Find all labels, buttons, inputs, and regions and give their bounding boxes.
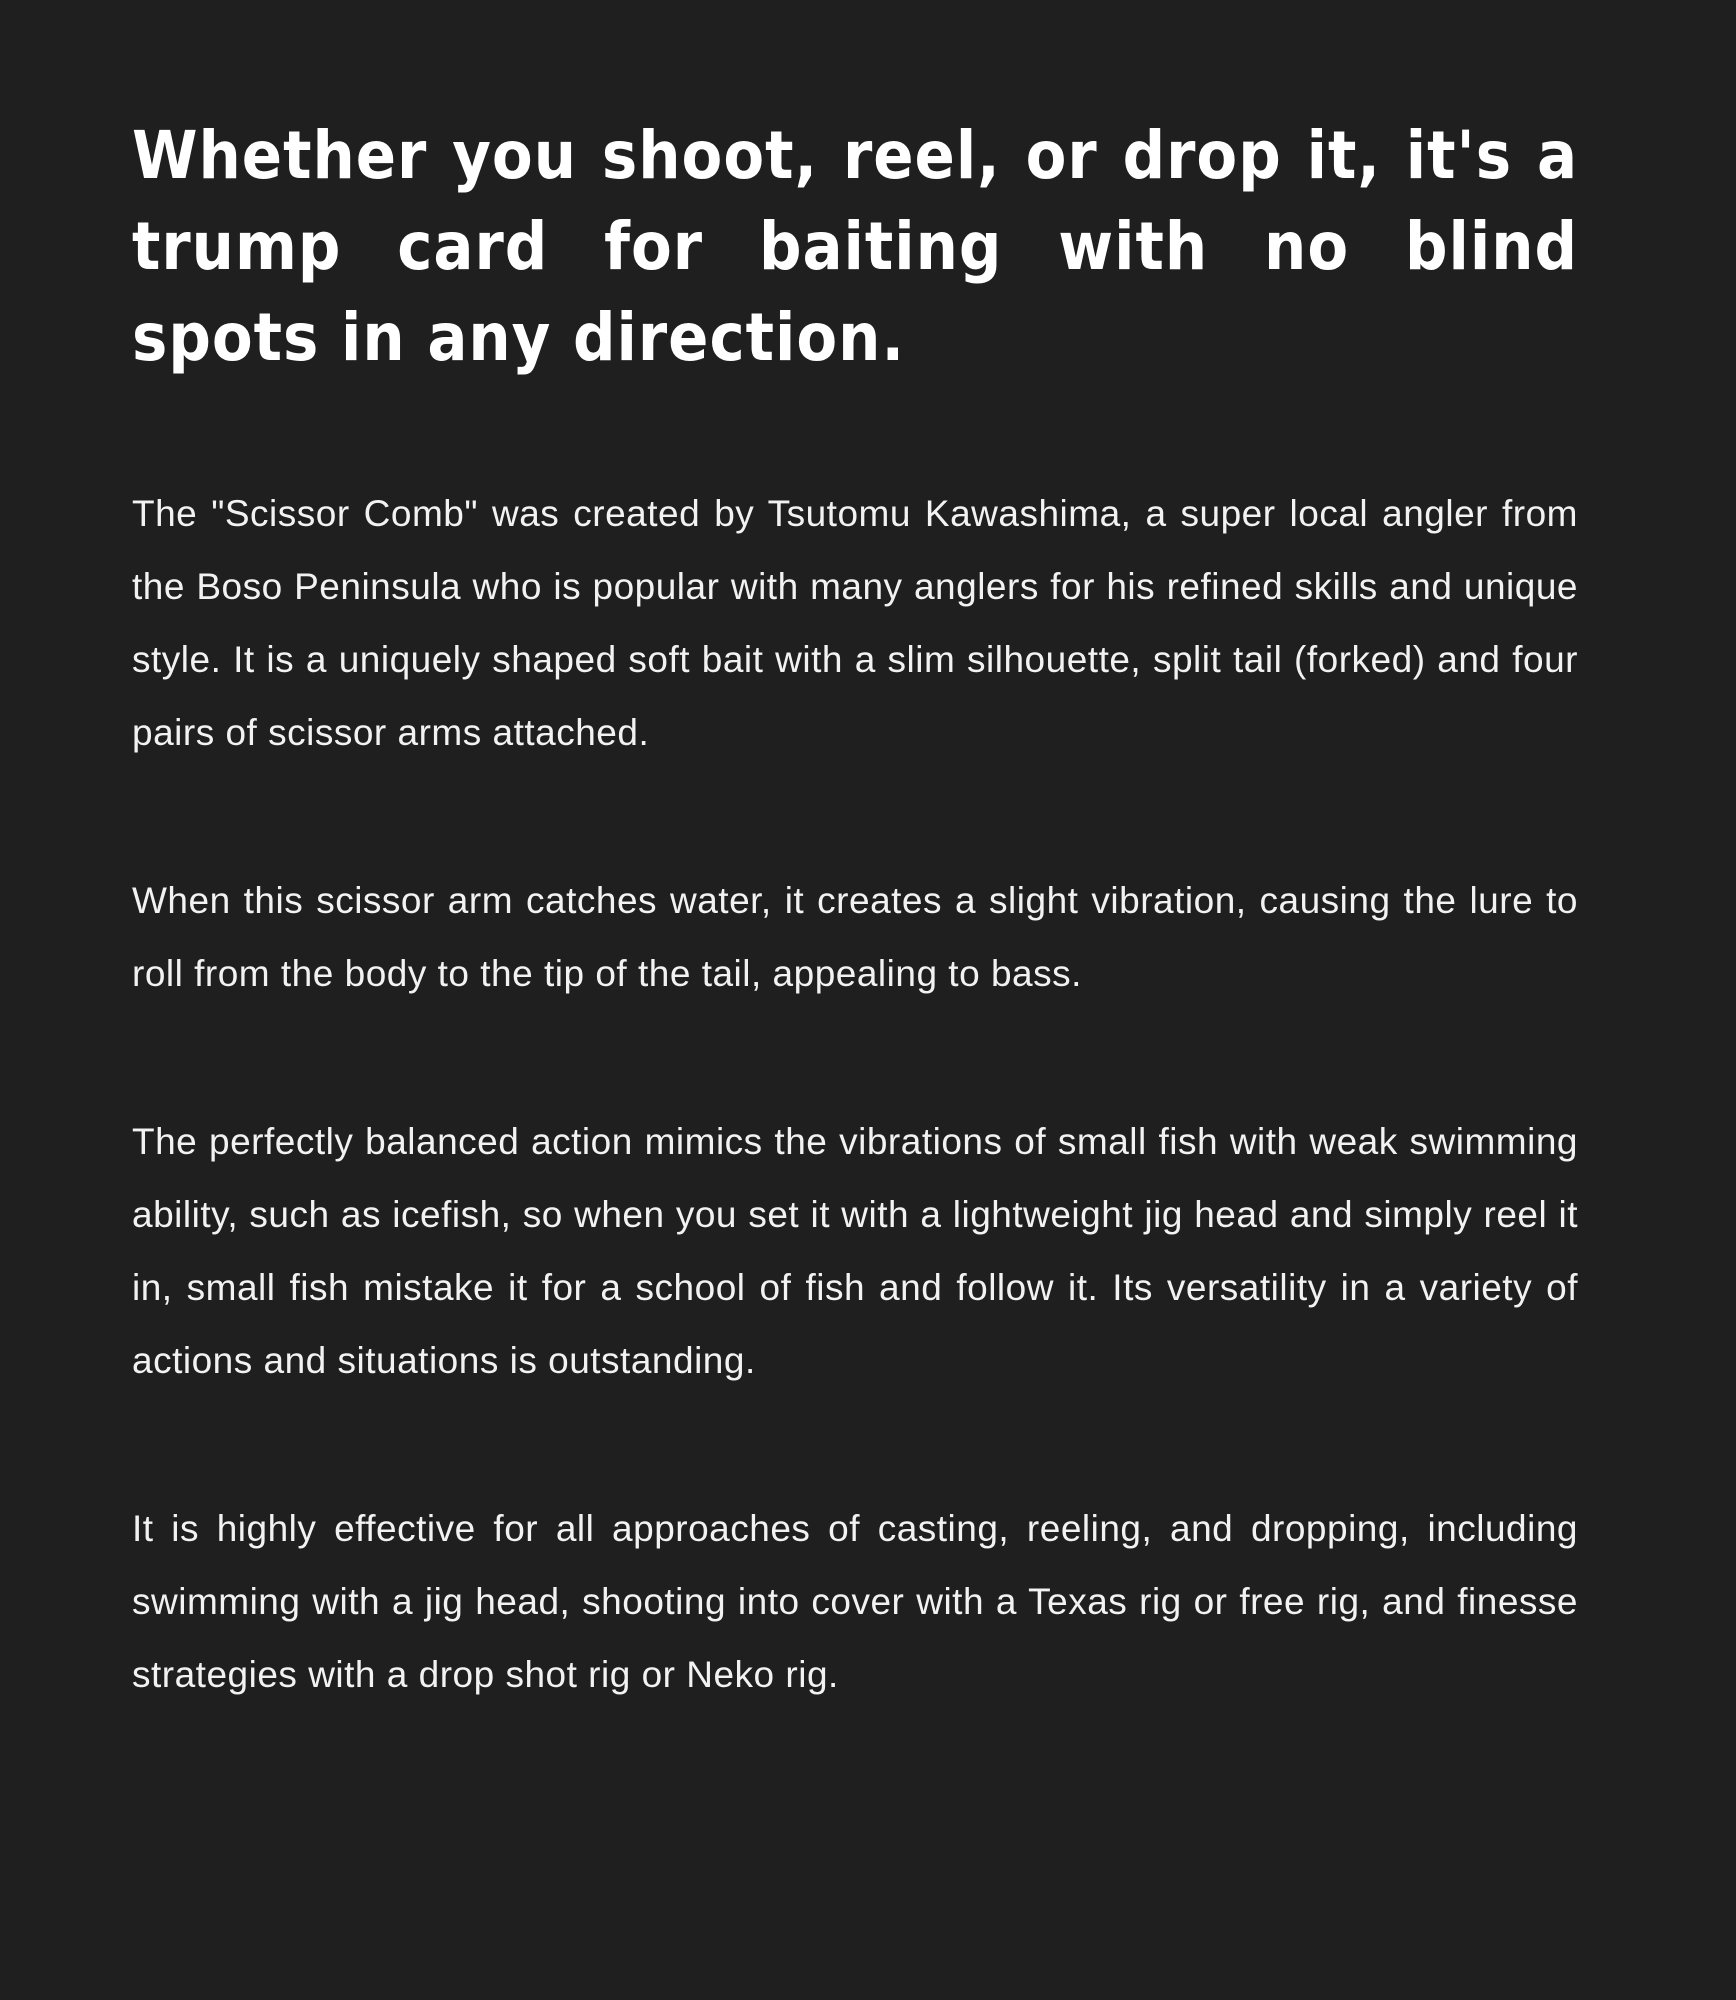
article-headline: Whether you shoot, reel, or drop it, it's a trump card for baiting with no blind spots in any direction. [132,117,1578,376]
article-paragraph: The "Scissor Comb" was created by Tsutomu Kawashima, a super local angler from the Boso Peninsula who is popular with many anglers for his refined skills and unique style. It is a uniquely shaped soft bait with a slim silhouette, split tail (forked) and four pairs of scissor arms attached. [132,493,1578,753]
article-paragraph: When this scissor arm catches water, it creates a slight vibration, causing the lure to roll from the body to the tip of the tail, appealing to bass. [132,880,1578,994]
article-paragraph: It is highly effective for all approaches of casting, reeling, and dropping, including swimming with a jig head, shooting into cover with a Texas rig or free rig, and finesse strategies with a drop shot rig or Neko rig. [132,1508,1578,1695]
article-content [132,110,1578,1711]
article-paragraph: The perfectly balanced action mimics the vibrations of small fish with weak swimming ability, such as icefish, so when you set it with a lightweight jig head and simply reel it in, small fish mistake it for a school of fish and follow it. Its versatility in a variety of actions and situations is outstanding. [132,1121,1578,1381]
